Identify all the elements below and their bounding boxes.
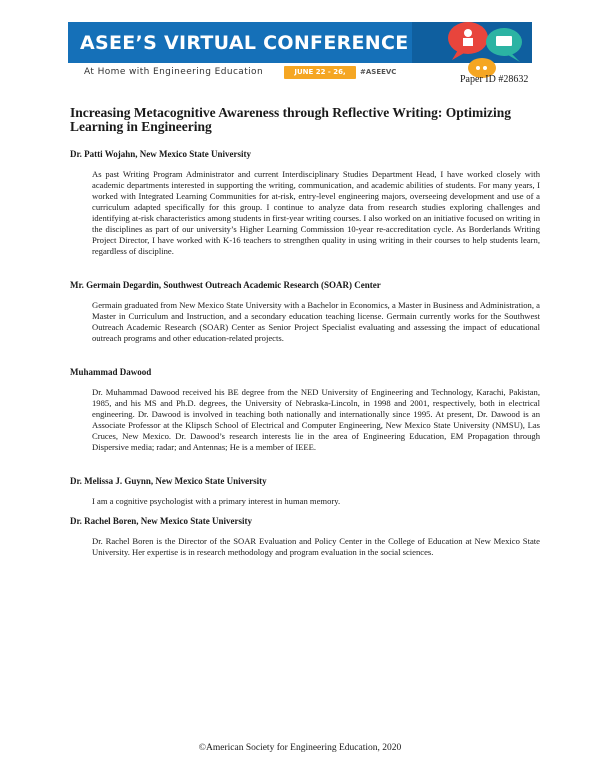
- author-bio: As past Writing Program Administrator and current Interdisciplinary Studies Department Head, I have worked closely with academic departments interested in supporting the writing, communication, and academic abilities of students. For many years, I worked with Integrated Learning Communities for at-risk, entry-level engineering majors, overseeing development and use of a curriculum adapted specifically for this group. I continue to analyze data from research studies exploring challenges and identifying at-risk characteristics among students in first-year writing courses. I also worked on an initiative focused on writing in the disciplines as part of our university’s Higher Learning Commission 10-year re-accreditation cycle. As Borderlands Writing Project Director, I have worked with K-16 teachers to strengthen quality in using writing in their courses to help students learn, regardless of discipline.: [92, 169, 540, 256]
- banner-title: ASEE’S VIRTUAL CONFERENCE: [80, 32, 409, 54]
- conference-dates-badge: JUNE 22 - 26, 2020: [284, 66, 356, 79]
- author-name: Dr. Rachel Boren, New Mexico State University: [70, 516, 252, 526]
- author-name: Dr. Patti Wojahn, New Mexico State University: [70, 149, 251, 159]
- copyright-footer: ©American Society for Engineering Education, 2020: [198, 743, 402, 753]
- author-bio: Germain graduated from New Mexico State University with a Bachelor in Economics, a Master in Business and Administration, a Master in Curriculum and Instruction, and a secondary education teaching license. Germain currently works for the Southwest Outreach Academic Research (SOAR) Center as Senior Project Specialist evaluating and assessing the impact of educational outreach programs and other education-related projects.: [92, 300, 540, 343]
- author-section: [70, 367, 540, 453]
- author-bio: Dr. Rachel Boren is the Director of the SOAR Evaluation and Policy Center in the College of Education at New Mexico State University. Her expertise is in research methodology and program evaluation in the social sciences.: [92, 536, 540, 557]
- author-name: Mr. Germain Degardin, Southwest Outreach Academic Research (SOAR) Center: [70, 280, 381, 290]
- author-section: [70, 476, 540, 507]
- author-name: Dr. Melissa J. Guynn, New Mexico State University: [70, 476, 267, 486]
- author-section: [70, 516, 540, 558]
- conference-tagline: At Home with Engineering Education: [84, 67, 264, 77]
- paper-title: Increasing Metacognitive Awareness through Reflective Writing: Optimizing Learning in Engineering: [70, 105, 511, 134]
- author-bio: I am a cognitive psychologist with a primary interest in human memory.: [92, 496, 341, 506]
- author-bio: Dr. Muhammad Dawood received his BE degree from the NED University of Engineering and Technology, Karachi, Pakistan, 1985, and his MS and Ph.D. degrees, the University of Nebraska-Lincoln, in 1998 and 2001, respectively, both in electrical engineering. Dr. Dawood is involved in teaching both nationally and internationally since 1995. At present, Dr. Dawood is an Associate Professor at the Klipsch School of Electrical and Computer Engineering, New Mexico State University (NMSU), Las Cruces, New Mexico. Dr. Dawood’s research interests lie in the area of Engineering Education, EM Propagation through Dispersive media; radar; and Antennas; He is a member of IEEE.: [92, 387, 540, 452]
- author-name: Muhammad Dawood: [70, 367, 152, 377]
- paper-id: Paper ID #28632: [460, 74, 529, 85]
- conference-hashtag: #ASEEVC: [360, 68, 397, 76]
- author-section: [70, 280, 540, 344]
- author-section: [70, 149, 540, 257]
